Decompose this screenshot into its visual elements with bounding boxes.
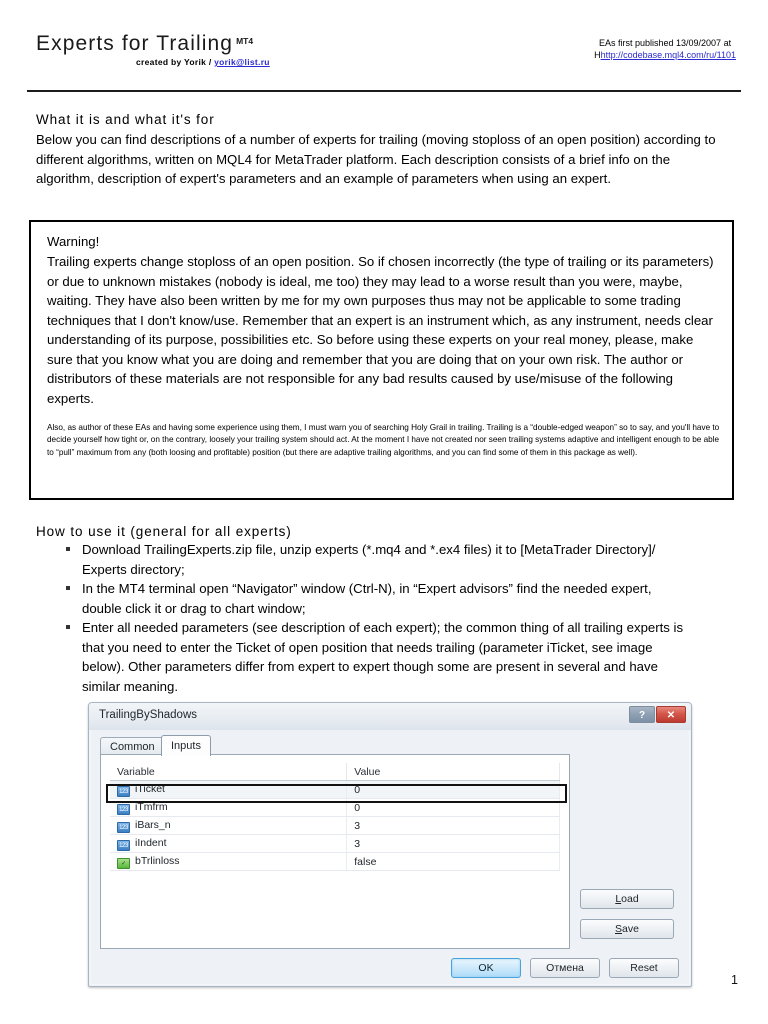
bullet-square-icon [66, 586, 70, 590]
variable-cell[interactable] [110, 799, 347, 817]
page-number: 1 [731, 973, 738, 987]
variable-name: iTicket [135, 782, 165, 795]
reset-button[interactable]: Reset [609, 958, 679, 978]
author-byline [136, 57, 270, 67]
numeric-type-icon: 123 [117, 804, 130, 815]
warning-fineprint: Also, as author of these EAs and having some experience using them, I must warn you of searching Holy Grail in trailing. Trailing is a “double-edged weapon” so to say, and you'll have to decide yourself how tight or, on the contrary, loosely your trailing system should act. At the moment I have not created nor seen trailing systems adaptive and intelligent enough to be able to “pull” maximum from any (both loosing and profitable) position (but there are adaptive trailing algorithms, and you can find some of them in this package as well). [47, 423, 720, 457]
cancel-button[interactable]: Отмена [530, 958, 600, 978]
parameters-table [110, 763, 560, 871]
table-row[interactable] [110, 853, 560, 871]
dialog-title: TrailingByShadows [99, 709, 198, 721]
value-cell[interactable]: 3 [347, 835, 560, 853]
page-title-superscript: MT4 [236, 36, 254, 46]
warning-title: Warning! [47, 234, 100, 249]
expert-properties-dialog [88, 702, 692, 987]
document-header [36, 32, 736, 80]
close-icon[interactable]: ✕ [656, 706, 686, 723]
list-item-text: Download TrailingExperts.zip file, unzip experts (*.mq4 and *.ex4 files) it to [MetaTrader Directory]/ Experts directory; [82, 542, 656, 577]
variable-cell[interactable] [110, 853, 347, 871]
value-cell[interactable]: 3 [347, 817, 560, 835]
table-row[interactable] [110, 817, 560, 835]
value-cell[interactable]: 0 [347, 799, 560, 817]
save-button[interactable] [580, 919, 674, 939]
numeric-type-icon: 123 [117, 822, 130, 833]
dialog-titlebar[interactable] [89, 703, 691, 730]
load-button[interactable] [580, 889, 674, 909]
byline-prefix: created by Yorik / [136, 57, 215, 67]
howto-heading: How to use it (general for all experts) [36, 524, 292, 539]
page-title [36, 32, 253, 56]
numeric-type-icon: 123 [117, 786, 130, 797]
column-header-value[interactable]: Value [347, 763, 560, 781]
bullet-square-icon [66, 625, 70, 629]
tab-common[interactable]: Common [100, 737, 165, 755]
boolean-type-icon: ✓ [117, 858, 130, 869]
column-header-variable[interactable]: Variable [110, 763, 347, 781]
intro-paragraph: Below you can find descriptions of a number of experts for trailing (moving stoploss of an open position) according to different algorithms, written on MQL4 for MetaTrader platform. Each description consists of a brief info on the algorithm, description of expert's parameters and an example of parameters when using an expert. [36, 132, 716, 186]
inputs-tab-panel [100, 754, 570, 949]
warning-box [29, 220, 734, 500]
intro-heading: What it is and what it's for [36, 112, 215, 127]
save-label-rest: ave [622, 923, 639, 935]
list-item [36, 618, 690, 696]
header-divider [27, 90, 741, 92]
warning-paragraph: Trailing experts change stoploss of an open position. So if chosen incorrectly (the type of trailing or its parameters) or due to unknown mistakes (nobody is ideal, me too) they may lead to a worse result than you were, maybe, waiting. They have also been written by me for my own purposes thus may not be applicable to some trading techniques that I don't know/use. Remember that an expert is an instrument which, as any instrument, needs clear understanding of its purpose, possibilities etc. So before using these experts on your real money, please, make sure that you know what you are doing and remember that you are doing that on your own risk. The author or distributors of these materials are not responsible for any bad results caused by use/misuse of the following experts. [47, 254, 714, 406]
codebase-link[interactable]: http://codebase.mql4.com/ru/1101 [600, 50, 736, 60]
table-row[interactable] [110, 835, 560, 853]
save-mnemonic: S [615, 923, 623, 935]
load-mnemonic: L [615, 893, 622, 905]
numeric-type-icon: 123 [117, 840, 130, 851]
codebase-link-wrap [594, 49, 736, 61]
value-cell[interactable]: 0 [347, 781, 560, 799]
value-cell[interactable]: false [347, 853, 560, 871]
variable-name: iBars_n [135, 818, 171, 831]
variable-name: iTmfrm [135, 800, 168, 813]
variable-cell[interactable] [110, 817, 347, 835]
variable-name: bTrlinloss [135, 854, 180, 867]
table-row[interactable] [110, 781, 560, 799]
howto-bullet-list [36, 540, 736, 696]
published-line: EAs first published 13/09/2007 at [598, 38, 732, 48]
variable-name: iIndent [135, 836, 167, 849]
list-item-text: Enter all needed parameters (see description of each expert); the common thing of all trailing experts is that you need to enter the Ticket of open position that needs trailing (parameter iTicket, see image below). Other parameters differ from expert to expert though some are present in several and have similar meaning. [82, 620, 684, 694]
author-email-link[interactable]: yorik@list.ru [214, 57, 270, 67]
list-item-text: In the MT4 terminal open “Navigator” window (Ctrl-N), in “Expert advisors” find the needed expert, double click it or drag to chart window; [82, 581, 652, 616]
variable-cell[interactable] [110, 835, 347, 853]
list-item [36, 579, 690, 618]
page-title-text: Experts for Trailing [36, 32, 234, 55]
bullet-square-icon [66, 547, 70, 551]
help-icon[interactable]: ? [629, 706, 655, 723]
variable-cell[interactable] [110, 781, 347, 799]
link-stray-prefix: H [594, 50, 601, 60]
ok-button[interactable]: OK [451, 958, 521, 978]
table-header-row [110, 763, 560, 781]
publication-info [594, 37, 736, 61]
load-label-rest: oad [621, 893, 639, 905]
tab-inputs[interactable]: Inputs [161, 735, 211, 756]
table-row[interactable] [110, 799, 560, 817]
list-item [36, 540, 690, 579]
